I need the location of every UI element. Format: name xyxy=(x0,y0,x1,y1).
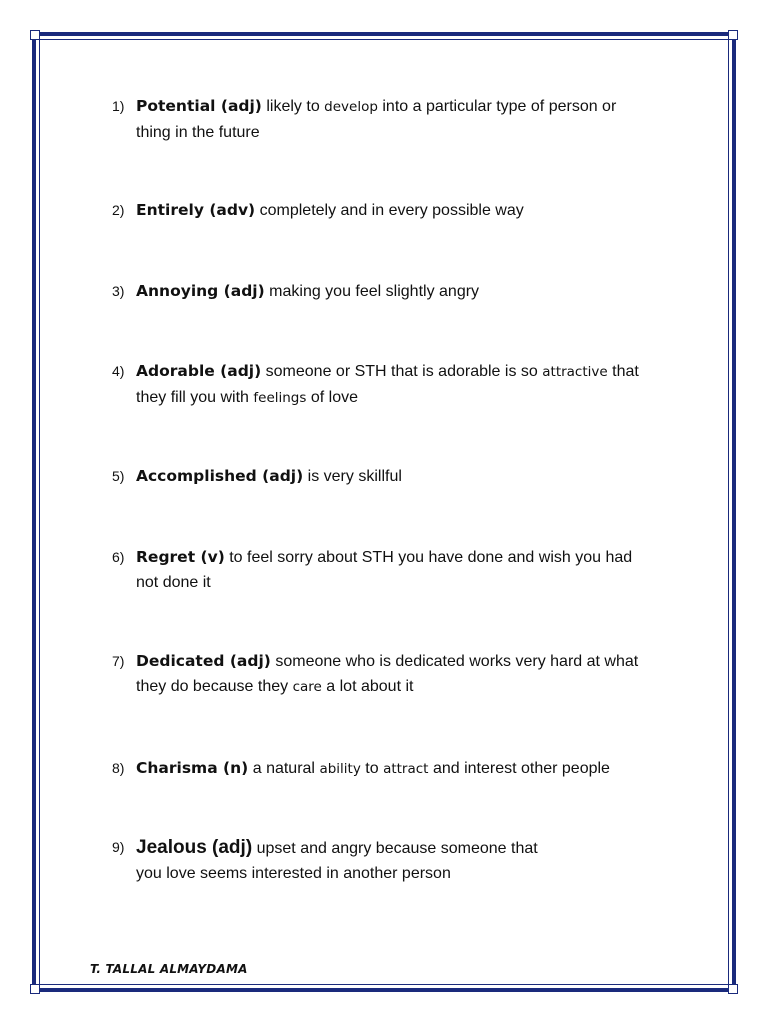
entry-definition: thing in the future xyxy=(136,124,260,141)
entry-definition: a natural xyxy=(252,760,315,777)
entry-definition-word: care xyxy=(292,679,322,695)
entry-number: 9) xyxy=(112,839,125,855)
entry-number: 2) xyxy=(112,202,125,218)
entry-number: 7) xyxy=(112,653,125,669)
entry-definition: someone or STH that is adorable is so xyxy=(265,363,538,380)
entry-definition: into a particular type of person or xyxy=(382,98,617,115)
entry-term: Dedicated (adj) xyxy=(136,652,271,670)
entry-definition: they fill you with xyxy=(136,389,249,406)
entry-definition: that xyxy=(612,363,639,380)
vocab-entry-annoying xyxy=(112,279,682,304)
entry-definition: and interest other people xyxy=(432,760,610,777)
entry-definition: likely to xyxy=(266,98,320,115)
entry-term: Adorable (adj) xyxy=(136,362,262,380)
entry-definition-word: feelings xyxy=(253,390,307,406)
entry-definition: completely and in every possible way xyxy=(259,202,524,219)
vocab-entry-potential xyxy=(112,94,682,145)
entry-number: 4) xyxy=(112,363,125,379)
entry-definition: to feel sorry about STH you have done and wish you had xyxy=(229,549,633,566)
corner-ornament xyxy=(728,30,738,40)
entry-number: 5) xyxy=(112,468,125,484)
corner-ornament xyxy=(728,984,738,994)
vocab-entry-accomplished xyxy=(112,464,682,489)
vocab-entry-regret xyxy=(112,545,682,595)
entry-number: 8) xyxy=(112,760,125,776)
entry-definition: of love xyxy=(310,389,359,406)
entry-definition: they do because they xyxy=(136,678,289,695)
entry-definition: upset and angry because someone that xyxy=(256,840,538,857)
entry-definition: someone who is dedicated works very hard at what xyxy=(275,653,639,670)
vocab-entry-adorable xyxy=(112,359,682,411)
vocab-entry-dedicated xyxy=(112,649,682,700)
corner-ornament xyxy=(30,984,40,994)
author-footer: T. TALLAL ALMAYDAMA xyxy=(90,962,248,976)
vocab-entry-jealous xyxy=(112,835,682,886)
vocab-entry-entirely xyxy=(112,198,682,223)
entry-definition: is very skillful xyxy=(307,468,402,485)
vocab-entry-charisma xyxy=(112,756,682,782)
entry-definition: you love seems interested in another person xyxy=(136,865,451,882)
entry-number: 1) xyxy=(112,98,125,114)
entry-definition-word: ability xyxy=(319,761,361,777)
corner-ornament xyxy=(30,30,40,40)
entry-term: Jealous (adj) xyxy=(136,837,253,858)
entry-term: Regret (v) xyxy=(136,548,225,566)
entry-term: Entirely (adv) xyxy=(136,201,256,219)
entry-term: Accomplished (adj) xyxy=(136,467,304,485)
entry-term: Charisma (n) xyxy=(136,759,249,777)
entry-definition: not done it xyxy=(136,574,211,591)
entry-definition-word: develop xyxy=(324,99,378,115)
entry-definition-word: attract xyxy=(383,761,429,777)
entry-definition-word: attractive xyxy=(542,364,608,380)
entry-term: Annoying (adj) xyxy=(136,282,265,300)
entry-number: 6) xyxy=(112,549,125,565)
entry-definition: making you feel slightly angry xyxy=(269,283,480,300)
entry-definition: a lot about it xyxy=(326,678,414,695)
entry-number: 3) xyxy=(112,283,125,299)
entry-definition: to xyxy=(365,760,379,777)
entry-term: Potential (adj) xyxy=(136,97,262,115)
